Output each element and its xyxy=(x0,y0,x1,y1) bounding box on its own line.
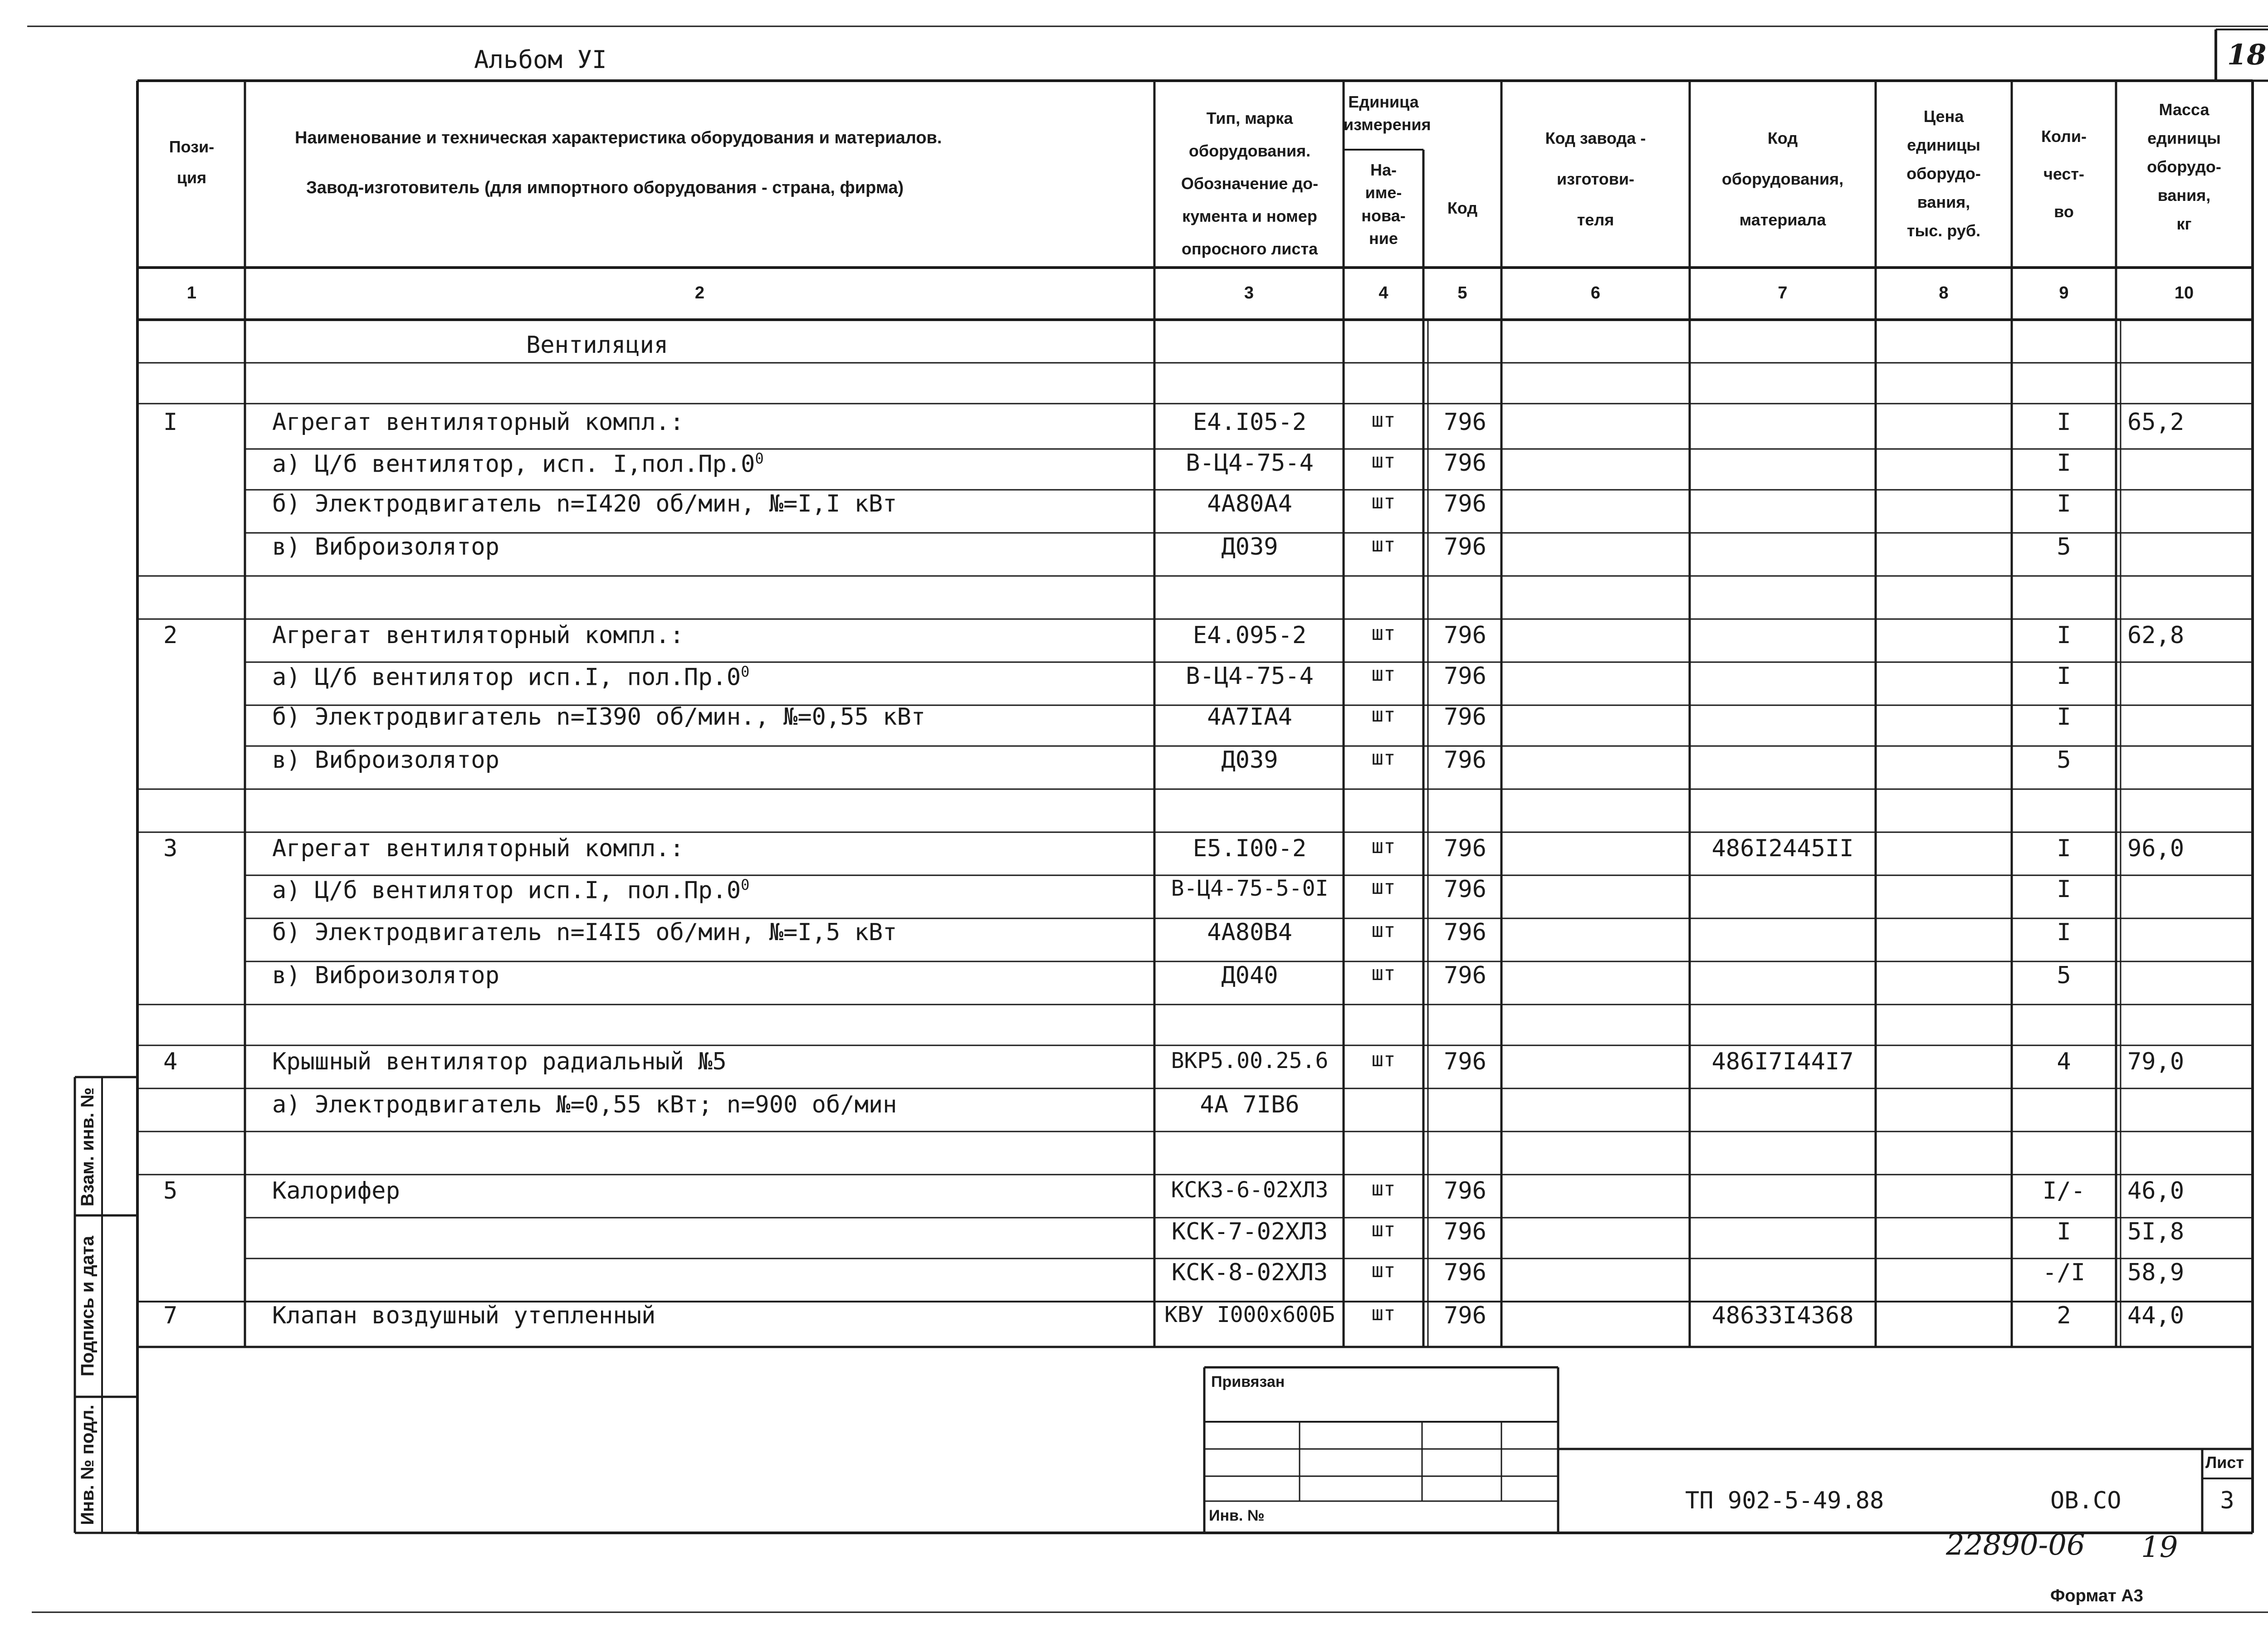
row-mass: 58,9 xyxy=(2127,1259,2185,1286)
col-num-7: 7 xyxy=(1778,283,1788,302)
stamp-linked: Привязан xyxy=(1211,1373,1285,1390)
stamp-doc-code: ТП 902-5-49.88 xyxy=(1685,1487,1884,1514)
row-quantity: I xyxy=(2057,449,2071,477)
row-type: В-Ц4-75-4 xyxy=(1186,449,1314,477)
row-unit-code: 796 xyxy=(1444,533,1486,561)
row-unit: шт xyxy=(1371,746,1396,770)
row-name-superscript: 0 xyxy=(741,663,750,680)
album-label: Альбом УI xyxy=(474,45,607,74)
row-quantity: I xyxy=(2057,663,2071,690)
row-name: в) Виброизолятор xyxy=(272,533,499,561)
row-name: Крышный вентилятор радиальный №5 xyxy=(272,1048,727,1075)
stamp-mark: ОВ.СО xyxy=(2050,1487,2121,1514)
row-mass: 79,0 xyxy=(2127,1048,2185,1075)
row-name: а) Ц/б вентилятор исп.I, $пол.Пр.0^0$ xyxy=(272,876,750,904)
format-label: Формат А3 xyxy=(2050,1586,2143,1605)
row-type: Е5.I00-2 xyxy=(1193,835,1307,862)
row-type: Д040 xyxy=(1221,962,1278,989)
row-unit-code: 796 xyxy=(1444,663,1486,690)
stamp-inv-no: Инв. № xyxy=(1209,1507,1265,1524)
row-equip-code: 48633I4368 xyxy=(1711,1302,1854,1329)
header-price: Цена единицы оборудо- вания, тыс. руб. xyxy=(1906,107,1981,240)
top-sheet-number: 18 xyxy=(2227,38,2267,71)
row-unit-code: 796 xyxy=(1444,876,1486,903)
row-unit-code: 796 xyxy=(1444,919,1486,946)
row-quantity: 5 xyxy=(2057,533,2071,561)
stamp-sheet-label: Лист xyxy=(2205,1453,2244,1472)
row-unit-code: 796 xyxy=(1444,1177,1486,1205)
row-unit-code: 796 xyxy=(1444,1048,1486,1075)
row-quantity: I/- xyxy=(2043,1177,2085,1205)
row-unit-code: 796 xyxy=(1444,1218,1486,1245)
row-type: КСК3-6-02ХЛ3 xyxy=(1171,1177,1329,1203)
row-type: Е4.I05-2 xyxy=(1193,409,1307,436)
row-name: а) Ц/б вентилятор, исп. $I,пол.Пр.0^0$ xyxy=(272,450,764,478)
row-unit-code: 796 xyxy=(1444,490,1486,517)
row-type: 4А 7IВ6 xyxy=(1200,1091,1300,1118)
row-mass: 44,0 xyxy=(2127,1302,2185,1329)
row-quantity: I xyxy=(2057,1218,2071,1245)
row-unit-code: 796 xyxy=(1444,622,1486,649)
header-name-line2: Завод-изготовитель (для импортного оборудования - страна, фирма) xyxy=(306,178,904,197)
row-unit: шт xyxy=(1371,919,1396,942)
row-type: КВУ I000х600Б xyxy=(1164,1302,1335,1327)
row-position: 5 xyxy=(163,1177,178,1205)
header-type: Тип, марка оборудования. Обозначение до- кумента и номер опросного листа xyxy=(1181,109,1319,258)
row-position: 7 xyxy=(163,1302,178,1329)
col-num-3: 3 xyxy=(1244,283,1254,302)
side-label-podpis: Подпись и дата xyxy=(78,1236,98,1376)
row-unit: шт xyxy=(1371,703,1396,727)
row-type: 4А80А4 xyxy=(1207,490,1292,517)
row-unit-code: 796 xyxy=(1444,703,1486,731)
header-unit-name: На- име- нова- ние xyxy=(1361,161,1406,248)
row-mass: 65,2 xyxy=(2127,409,2185,436)
row-name: Агрегат вентиляторный компл.: xyxy=(272,835,684,862)
header-plant-code: Код завода - изготови- теля xyxy=(1545,129,1646,229)
row-name: Агрегат вентиляторный компл.: xyxy=(272,409,684,436)
row-quantity: I xyxy=(2057,622,2071,649)
row-type: Д039 xyxy=(1221,533,1278,561)
section-title: Вентиляция xyxy=(526,332,669,359)
header-unit-group: Единица измерения xyxy=(1344,93,1431,134)
header-quantity: Коли- чест- во xyxy=(2041,127,2087,221)
row-type: Д039 xyxy=(1221,746,1278,774)
row-quantity: I xyxy=(2057,409,2071,436)
col-num-9: 9 xyxy=(2059,283,2069,302)
row-quantity: I xyxy=(2057,876,2071,903)
row-name-superscript: 0 xyxy=(755,450,764,467)
row-position: 3 xyxy=(163,835,178,862)
row-name: б) Электродвигатель n=I390 об/мин., №=0,55 кВт xyxy=(272,703,926,731)
row-type: 4А7IА4 xyxy=(1207,703,1292,731)
row-type: В-Ц4-75-4 xyxy=(1186,663,1314,690)
row-type: КСК-7-02ХЛ3 xyxy=(1171,1218,1328,1245)
row-unit-code: 796 xyxy=(1444,1259,1486,1286)
row-type: ВКР5.00.25.6 xyxy=(1171,1048,1329,1073)
row-equip-code: 486I2445II xyxy=(1711,835,1854,862)
row-unit: шт xyxy=(1371,449,1396,473)
row-unit-code: 796 xyxy=(1444,835,1486,862)
handwritten-page: 19 xyxy=(2141,1531,2178,1564)
row-unit: шт xyxy=(1371,490,1396,513)
row-unit: шт xyxy=(1371,409,1396,432)
row-name: а) Электродвигатель №=0,55 кВт; n=900 об/мин xyxy=(272,1091,897,1118)
row-name: Калорифер xyxy=(272,1177,400,1205)
row-quantity: 4 xyxy=(2057,1048,2071,1075)
handwritten-number: 22890-06 xyxy=(1946,1528,2085,1562)
row-mass: 62,8 xyxy=(2127,622,2185,649)
row-unit: шт xyxy=(1371,962,1396,985)
stamp-sheet-number: 3 xyxy=(2220,1487,2234,1514)
row-name: в) Виброизолятор xyxy=(272,962,499,989)
col-num-2: 2 xyxy=(694,283,705,302)
row-position: 4 xyxy=(163,1048,178,1075)
row-unit: шт xyxy=(1371,1259,1396,1282)
row-name: в) Виброизолятор xyxy=(272,746,499,774)
row-unit-code: 796 xyxy=(1444,409,1486,436)
header-mass: Масса единицы оборудо- вания, кг xyxy=(2147,100,2221,233)
row-unit: шт xyxy=(1371,1302,1396,1325)
row-quantity: 2 xyxy=(2057,1302,2071,1329)
row-unit: шт xyxy=(1371,1218,1396,1241)
row-name: Агрегат вентиляторный компл.: xyxy=(272,622,684,649)
row-unit-code: 796 xyxy=(1444,449,1486,477)
row-quantity: I xyxy=(2057,835,2071,862)
row-quantity: 5 xyxy=(2057,962,2071,989)
row-unit: шт xyxy=(1371,1048,1396,1071)
col-num-8: 8 xyxy=(1939,283,1949,302)
row-unit: шт xyxy=(1371,533,1396,556)
side-label-inv-podl: Инв. № подл. xyxy=(78,1405,98,1525)
row-type: В-Ц4-75-5-0I xyxy=(1171,876,1329,901)
row-unit: шт xyxy=(1371,622,1396,645)
row-type: 4А80В4 xyxy=(1207,919,1292,946)
row-quantity: I xyxy=(2057,490,2071,517)
row-quantity: I xyxy=(2057,703,2071,731)
row-unit: шт xyxy=(1371,876,1396,899)
header-equip-code: Код оборудования, материала xyxy=(1721,129,1844,229)
header-position: Пози- ция xyxy=(169,137,215,187)
col-num-10: 10 xyxy=(2174,283,2194,302)
row-unit: шт xyxy=(1371,663,1396,686)
row-position: 2 xyxy=(163,622,178,649)
row-unit-code: 796 xyxy=(1444,1302,1486,1329)
row-unit: шт xyxy=(1371,1177,1396,1200)
col-num-6: 6 xyxy=(1590,283,1601,302)
row-name: б) Электродвигатель n=I420 об/мин, №=I,I кВт xyxy=(272,490,897,517)
row-mass: 46,0 xyxy=(2127,1177,2185,1205)
row-quantity: -/I xyxy=(2043,1259,2085,1286)
row-quantity: 5 xyxy=(2057,746,2071,774)
row-type: Е4.095-2 xyxy=(1193,622,1307,649)
row-name-superscript: 0 xyxy=(741,876,750,893)
row-quantity: I xyxy=(2057,919,2071,946)
row-mass: 96,0 xyxy=(2127,835,2185,862)
col-num-5: 5 xyxy=(1457,283,1467,302)
row-type: КСК-8-02ХЛ3 xyxy=(1171,1259,1328,1286)
row-mass: 5I,8 xyxy=(2127,1218,2185,1245)
row-unit-code: 796 xyxy=(1444,962,1486,989)
row-name: а) Ц/б вентилятор исп.I, $пол.Пр.0^0$ xyxy=(272,663,750,691)
row-equip-code: 486I7I44I7 xyxy=(1711,1048,1854,1075)
col-num-4: 4 xyxy=(1378,283,1388,302)
header-unit-code: Код xyxy=(1447,199,1478,217)
row-position: I xyxy=(163,409,178,436)
side-label-vzam: Взам. инв. № xyxy=(78,1087,98,1207)
row-unit-code: 796 xyxy=(1444,746,1486,774)
row-name: Клапан воздушный утепленный xyxy=(272,1302,656,1329)
row-name: б) Электродвигатель n=I4I5 об/мин, №=I,5 кВт xyxy=(272,919,897,946)
row-unit: шт xyxy=(1371,835,1396,858)
header-name-line1: Наименование и техническая характеристика оборудования и материалов. xyxy=(295,128,942,147)
col-num-1: 1 xyxy=(186,283,197,302)
